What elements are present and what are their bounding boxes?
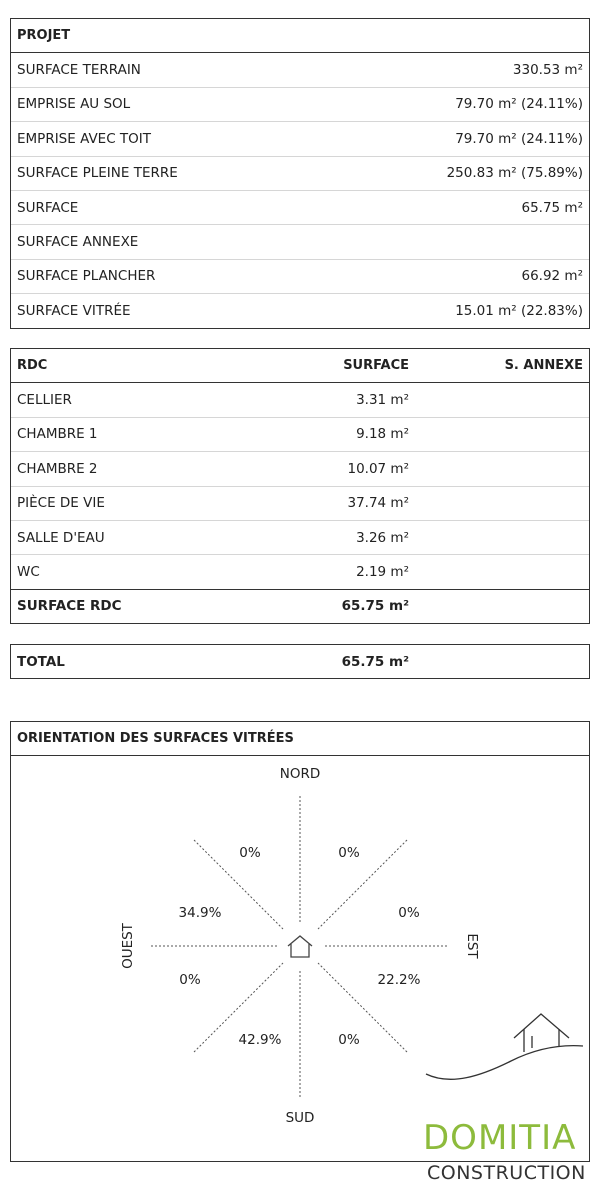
table-row xyxy=(11,53,589,87)
row-label: EMPRISE AU SOL xyxy=(11,87,322,121)
table-row xyxy=(11,555,589,589)
ne-diagonal-line xyxy=(318,840,407,929)
row-value: 15.01 m² (22.83%) xyxy=(322,294,589,328)
sector-nne-value: 0% xyxy=(338,845,360,861)
table-row xyxy=(11,417,589,451)
room-surface: 3.26 m² xyxy=(243,520,415,554)
row-value: 79.70 m² (24.11%) xyxy=(322,122,589,156)
table-row xyxy=(11,520,589,554)
row-value: 330.53 m² xyxy=(512,62,583,79)
row-label: SURFACE VITRÉE xyxy=(11,294,322,328)
row-label: SURFACE ANNEXE xyxy=(11,225,322,259)
house-icon xyxy=(288,936,312,957)
rdc-table xyxy=(10,348,590,624)
projet-table xyxy=(10,18,590,329)
row-label: SURFACE PLEINE TERRE xyxy=(11,156,322,190)
sector-wsw-value: 0% xyxy=(179,972,201,988)
row-value: 250.83 m² (75.89%) xyxy=(322,156,589,190)
projet-title: PROJET xyxy=(11,19,589,53)
room-annexe xyxy=(415,417,589,451)
row-value: 65.75 m² xyxy=(322,190,589,224)
room-annexe xyxy=(415,486,589,520)
room-annexe xyxy=(415,555,589,589)
total-label: TOTAL xyxy=(17,653,65,670)
row-value xyxy=(322,225,589,259)
total-table xyxy=(10,644,590,679)
total-value: 65.75 m² xyxy=(341,653,409,670)
table-row xyxy=(11,294,589,328)
room-label: PIÈCE DE VIE xyxy=(11,486,243,520)
row-value: 66.92 m² xyxy=(322,259,589,293)
table-row xyxy=(11,225,589,259)
room-label: SALLE D'EAU xyxy=(11,520,243,554)
table-row xyxy=(11,486,589,520)
south-label: SUD xyxy=(285,1110,315,1126)
logo-name: DOMITIA xyxy=(423,1118,577,1158)
table-row xyxy=(11,259,589,293)
sector-sse-value: 0% xyxy=(338,1032,360,1048)
rdc-header-annexe: S. ANNEXE xyxy=(415,349,589,383)
compass-diagram xyxy=(11,756,589,1162)
sector-ene-value: 0% xyxy=(398,905,420,921)
room-surface: 3.31 m² xyxy=(356,392,409,409)
room-surface: 10.07 m² xyxy=(243,452,415,486)
room-surface: 9.18 m² xyxy=(243,417,415,451)
domitia-logo-drawing xyxy=(426,1014,583,1079)
total-empty xyxy=(415,645,589,678)
compass-area xyxy=(11,756,589,1184)
room-surface: 37.74 m² xyxy=(243,486,415,520)
west-label: OUEST xyxy=(120,923,136,969)
room-label: CHAMBRE 2 xyxy=(11,452,243,486)
table-row xyxy=(11,87,589,121)
table-row xyxy=(11,190,589,224)
row-label: EMPRISE AVEC TOIT xyxy=(11,122,322,156)
room-annexe xyxy=(415,383,589,417)
sector-nnw-value: 0% xyxy=(239,845,261,861)
rdc-total-value: 65.75 m² xyxy=(243,589,415,623)
orientation-title: ORIENTATION DES SURFACES VITRÉES xyxy=(11,722,589,756)
room-annexe xyxy=(415,452,589,486)
rdc-total-row xyxy=(11,589,589,623)
room-label: CELLIER xyxy=(17,392,72,409)
sector-wnw-value: 34.9% xyxy=(178,905,222,921)
room-surface: 2.19 m² xyxy=(243,555,415,589)
projet-header-row xyxy=(11,19,589,53)
row-value: 79.70 m² (24.11%) xyxy=(322,87,589,121)
table-row xyxy=(11,156,589,190)
rdc-total-label: SURFACE RDC xyxy=(11,589,243,623)
total-row xyxy=(11,645,589,678)
logo-subtitle: CONSTRUCTION xyxy=(427,1162,586,1184)
table-row xyxy=(11,122,589,156)
rdc-header-surface: SURFACE xyxy=(243,349,415,383)
room-label: WC xyxy=(11,555,243,589)
orientation-panel xyxy=(10,721,590,1184)
table-row xyxy=(11,452,589,486)
row-label: SURFACE TERRAIN xyxy=(17,62,141,79)
room-label: CHAMBRE 1 xyxy=(11,417,243,451)
row-label: SURFACE PLANCHER xyxy=(11,259,322,293)
rdc-header-row xyxy=(11,349,589,383)
rdc-total-annexe xyxy=(415,589,589,623)
table-row xyxy=(11,383,589,417)
rdc-header-rdc: RDC xyxy=(11,349,243,383)
sector-ese-value: 22.2% xyxy=(377,972,421,988)
room-annexe xyxy=(415,520,589,554)
row-label: SURFACE xyxy=(11,190,322,224)
east-label: EST xyxy=(464,933,480,959)
north-label: NORD xyxy=(279,766,321,782)
sector-ssw-value: 42.9% xyxy=(238,1032,282,1048)
